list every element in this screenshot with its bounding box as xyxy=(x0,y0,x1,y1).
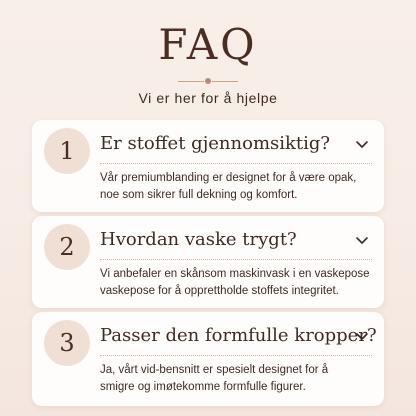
faq-divider xyxy=(100,259,372,260)
faq-answer-line: smigre og imøtekomme formfulle figurer. xyxy=(100,381,306,393)
faq-question[interactable]: Hvordan vaske trygt? xyxy=(100,229,297,250)
faq-answer xyxy=(100,362,372,396)
faq-divider xyxy=(100,163,372,164)
faq-question[interactable]: Passer den formfulle kropper? xyxy=(100,325,377,346)
faq-answer-line: vaskepose for å opprettholde stoffets integritet. xyxy=(100,285,339,297)
divider-line-left xyxy=(178,81,204,82)
faq-item-1[interactable] xyxy=(32,120,384,212)
faq-item-2[interactable] xyxy=(32,216,384,308)
faq-item-3[interactable] xyxy=(32,312,384,406)
faq-question[interactable]: Er stoffet gjennomsiktig? xyxy=(100,133,331,154)
title-divider xyxy=(178,77,238,85)
faq-answer-line: noe som sikrer full dekning og komfort. xyxy=(100,189,298,201)
faq-number-badge: 2 xyxy=(44,224,90,270)
chevron-down-icon[interactable] xyxy=(354,232,370,248)
page-subtitle: Vi er her for å hjelpe xyxy=(138,90,278,106)
divider-line-right xyxy=(212,81,238,82)
faq-answer-line: Vi anbefaler en skånsom maskinvask i en vaskepose xyxy=(100,268,370,280)
faq-answer-line: Ja, vårt vid-bensnitt er spesielt designet for å xyxy=(100,364,329,376)
faq-answer xyxy=(100,266,372,300)
faq-header xyxy=(0,0,416,110)
faq-number-badge: 1 xyxy=(44,128,90,174)
chevron-down-icon[interactable] xyxy=(354,136,370,152)
faq-answer xyxy=(100,170,372,204)
faq-number-badge: 3 xyxy=(44,320,90,366)
divider-dot xyxy=(205,78,211,84)
chevron-down-icon[interactable] xyxy=(354,328,370,344)
faq-answer-line: Vår premiumblanding er designet for å være opak, xyxy=(100,172,357,184)
page-title: FAQ xyxy=(158,20,258,69)
faq-divider xyxy=(100,355,372,356)
